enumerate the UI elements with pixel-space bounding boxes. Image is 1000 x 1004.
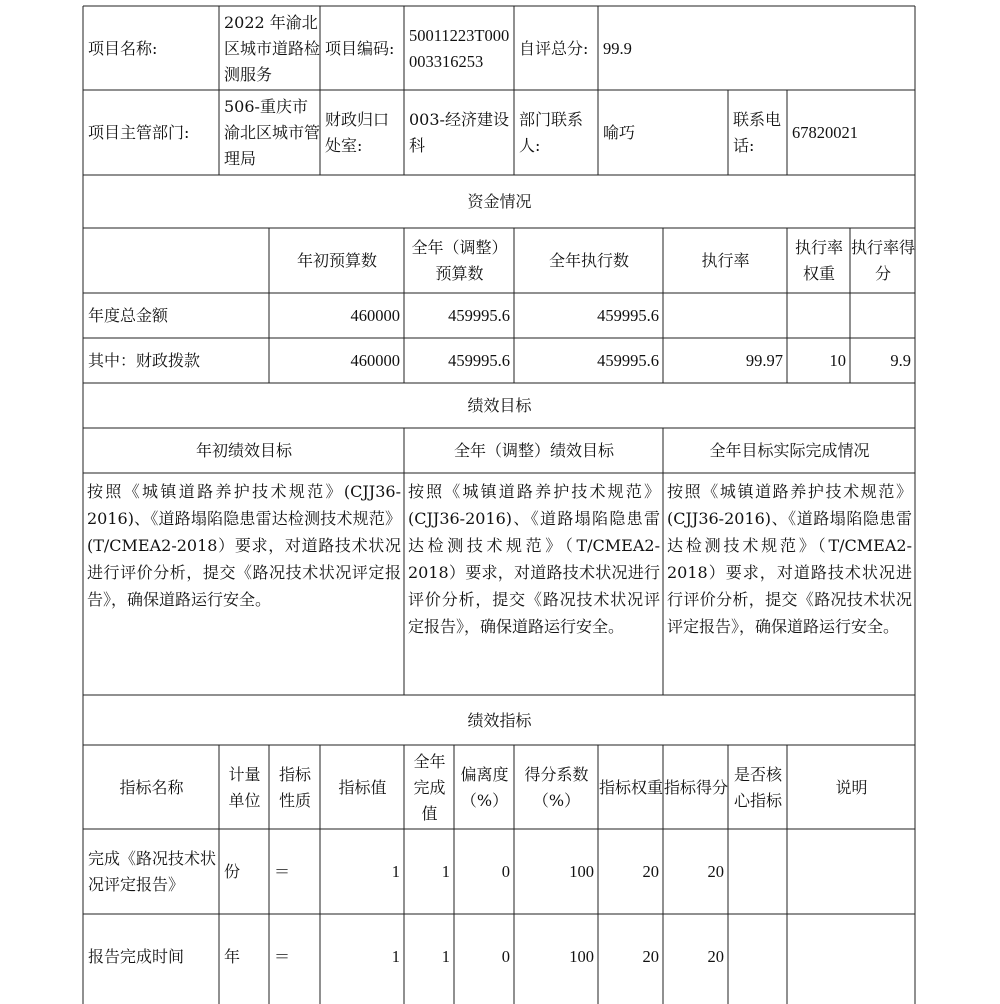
ind-row-deviation: 0 [501,862,510,881]
phone-label: 联系电话: [733,110,782,155]
funds-row-executed: 459995.6 [597,351,659,370]
funds-header-adjusted: 全年（调整）预算数 [411,238,508,283]
funds-row-score: 9.9 [890,351,911,370]
ind-row-coef: 100 [569,862,594,881]
funds-header-rate: 执行率 [701,251,750,270]
ind-row-weight: 20 [642,947,659,966]
department-label: 项目主管部门: [88,123,190,142]
ind-row-core [729,830,787,914]
ind-header-score: 指标得分 [664,777,729,797]
ind-row-core [729,915,787,999]
funds-row-weight: 10 [829,351,846,370]
ind-header-nature: 指标性质 [278,764,311,810]
ind-header-target: 指标值 [338,777,387,797]
ind-row-target: 1 [391,862,400,881]
funds-header-score: 执行率得分 [851,238,916,283]
ind-row-coef: 100 [569,947,594,966]
ind-row-note [788,830,915,914]
finance-office-value: 003-经济建设科 [409,110,509,155]
finance-office-label: 财政归口处室: [325,110,390,155]
ind-header-completed: 全年完成值 [413,751,446,823]
ind-row-completed: 1 [441,947,450,966]
phone-value: 67820021 [792,123,858,142]
ind-row-unit: 年 [224,947,241,966]
goal-actual-text: 按照《城镇道路养护技术规范》(CJJ36-2016)、《道路塌陷隐患雷达检测技术规范》（T/CMEA2-2018）要求，对道路技术状况进行评价分析，提交《路况技术状况评定报告》，确保道路运行安全。 [667,482,912,636]
goal-initial-text: 按照《城镇道路养护技术规范》(CJJ36-2016)、《道路塌陷隐患雷达检测技术规范》(T/CMEA2-2018）要求，对道路技术状况进行评价分析，提交《路况技术状况评定报告》，确保道路运行安全。 [87,482,401,609]
funds-row-label: 其中：财政拨款 [88,351,201,370]
funds-row-adjusted: 459995.6 [448,351,510,370]
ind-header-core: 是否核心指标 [733,764,782,810]
ind-row-completed: 1 [441,862,450,881]
self-score-label: 自评总分: [519,38,589,58]
department-value: 506-重庆市渝北区城市管理局 [224,97,321,168]
ind-row-name: 报告完成时间 [88,947,185,966]
funds-row-score [851,294,915,338]
funds-section-title: 资金情况 [467,192,532,211]
ind-header-unit: 计量单位 [228,764,261,810]
contact-label: 部门联系人: [519,110,584,155]
indicators-section-title: 绩效指标 [467,710,532,730]
funds-row-budget: 460000 [350,351,400,370]
goals-section-title: 绩效目标 [467,396,532,415]
ind-header-note: 说明 [835,777,868,797]
ind-header-name: 指标名称 [119,777,184,797]
funds-header-executed: 全年执行数 [548,251,629,270]
goals-header-initial: 年初绩效目标 [195,441,292,460]
funds-row-weight [788,294,850,338]
funds-row-budget: 460000 [350,306,400,325]
self-score-value: 99.9 [603,38,632,58]
goal-adjusted-text: 按照《城镇道路养护技术规范》(CJJ36-2016)、《道路塌陷隐患雷达检测技术规范》（T/CMEA2-2018）要求，对道路技术状况进行评价分析，提交《路况技术状况评定报告》，确保道路运行安全。 [408,482,660,636]
ind-header-coef: 得分系数（%） [524,764,589,810]
project-name-value: 2022 年渝北区城市道路检测服务 [224,12,321,84]
goals-header-adjusted: 全年（调整）绩效目标 [453,441,614,460]
ind-row-weight: 20 [642,862,659,881]
project-code-value: 50011223T000003316253 [409,25,510,71]
contact-value: 喻巧 [603,123,636,142]
ind-row-name: 完成《路况技术状况评定报告》 [88,849,217,894]
funds-row-label: 年度总金额 [88,306,169,325]
goals-header-actual: 全年目标实际完成情况 [709,441,870,460]
project-name-label: 项目名称: [88,38,158,58]
ind-header-deviation: 偏离度（%） [460,764,509,810]
ind-row-score: 20 [707,862,724,881]
ind-row-target: 1 [391,947,400,966]
ind-row-score: 20 [707,947,724,966]
funds-row-executed: 459995.6 [597,306,659,325]
ind-row-deviation: 0 [501,947,510,966]
funds-header-budget: 年初预算数 [296,251,377,270]
funds-row-rate [664,294,787,338]
ind-row-note [788,915,915,999]
ind-row-nature: ＝ [274,947,291,966]
ind-row-nature: ＝ [274,862,291,881]
ind-row-unit: 份 [224,862,241,881]
ind-header-weight: 指标权重 [599,777,664,797]
funds-row-rate: 99.97 [745,351,783,370]
funds-row-adjusted: 459995.6 [448,306,510,325]
funds-header-weight: 执行率权重 [794,238,843,283]
project-code-label: 项目编码: [325,38,395,58]
